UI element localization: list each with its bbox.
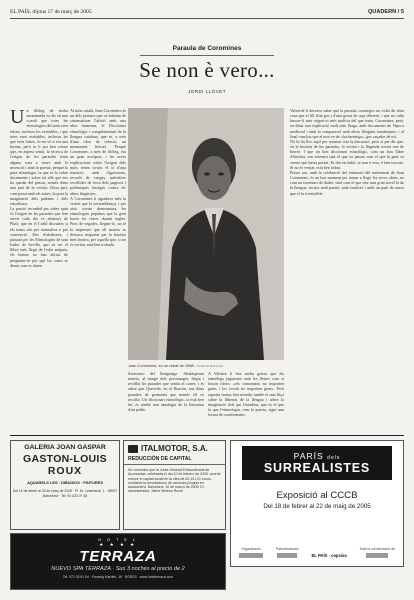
sponsor-logos — [239, 547, 395, 558]
article-column-1 — [10, 108, 68, 433]
banner-dels: dels — [327, 455, 341, 461]
exhibition-banner — [242, 446, 392, 480]
paragraph: A Voltaire li feia molta gràcia que els etimòlegs juguessin amb les lletres com si fossin fitxes: «els consonants no importen gaire, i les vocals no importen gens». Però aquesta ironia, ben mirada, també és una lliçó sobre la llibertat de la llengua i sobre la imaginació dels qui l'estudien, que és el que fa que l'etimologia, com la poesia, sigui una forma de coneixement. — [208, 371, 284, 418]
paragraph: n filòleg de molta anomenada va dir en una ocasió que totes les etimologies del món eren falses, inclosos les veritables, i que totes eren veritables, inclosos les que eren falses. Jo no sé si era una broma, però se li pot ben creure que, en aquest sentit, la recerca de l'origen de les paraules tenia alguna cosa a veure amb la invenció i amb la poesia, perquè la pura etimologia, la que es fa sobre documents i sobre tot allò que ens ha quedat del passat, només dóna una part de la veritat; l'altra part, com passa amb els mites, la posa la imaginació dels parlants i dels estudiosos. — [10, 108, 68, 206]
ad-paris-surrealistes[interactable] — [230, 440, 404, 567]
drop-cap: U — [10, 108, 25, 128]
ad-info: Del 15 de febrer al 25 de març de 2005 · Pl. Dr. Letamendi, 1 · 08007 Barcelona · Tel. 93 323 07 48 — [12, 489, 118, 498]
sponsor-label: Patrocinadores — [275, 547, 299, 551]
ad-subtitle: AQUARELS LES · DIBUIXOS · PINTURES — [27, 480, 103, 485]
company-logo-icon — [128, 445, 138, 453]
banner-title: SURREALISTES — [263, 461, 371, 475]
paragraph: Potser ara, amb la celebració del centenari del naixement de Joan Coromines, és un bon moment per tornar a llegir les seves obres, no com un inventari de dades, sinó com el que són: una gran novel·la de la llengua, escrita amb passió, amb erudició i amb un punt de rauxa que el fa irresistible. — [290, 169, 404, 196]
portrait-image — [128, 108, 284, 360]
sponsor-media-text: EL PAÍS · copcisa — [311, 553, 347, 558]
ad-galeria-joan-gaspar[interactable] — [10, 440, 120, 530]
ad-headline: REDUCCIÓN DE CAPITAL — [124, 456, 225, 465]
paragraph: A Coromines li agradava més la veritat que la versemblança, i per això sovint desmuntava les etimologies populars que la gent havia fet córrer durant segles. Però de vegades, llegint-lo, un té la impressió que ell mateix es deixava emportar per la història més bonica, per aquella que, si no és veritat, està ben trobada. — [70, 195, 126, 248]
gallery-name: GALERIA JOAN GASPAR — [24, 444, 106, 451]
hotel-stars: ★ ★ ★ ★ — [99, 542, 137, 547]
paragraph: La passió recorded per saber quin és l'origen de les paraules que fem servir cada dia ve almenys de Plató, que en el Cràtil discuteix si els noms són per naturalesa o per convenció. Des d'aleshores, i passant per les Etimologies de sant Isidor de Sevilla, que va ser el llibre més llegit de l'edat mitjana, els homes no han deixat de preguntar-se per què les coses es diuen com es diuen. — [10, 205, 68, 268]
hotel-label: H O T E L — [98, 538, 138, 542]
sponsor-label: Organització — [241, 547, 261, 551]
exhibition-venue: Exposició al CCCB — [276, 490, 358, 501]
banner-paris: PARÍS — [293, 451, 324, 461]
article-author: JORDI LLOVET — [187, 89, 226, 94]
section-label: Paraula de Coromines — [172, 45, 242, 52]
ad-hotel-terraza[interactable] — [10, 533, 226, 590]
sponsor-label: Amb la col·laboració de — [359, 547, 395, 551]
paragraph: Valverde li deixava saber que la paraula «xarnego» no volia dir altra cosa que el fill d'un gos i d'una gossa de raça diferent, i que no calia buscar-li més origen ni més malícia del que tenia. Coromines, però, en dóna una explicació molt més llarga, amb documents de l'època medieval i amb la comparació amb altres llengües romàniques, i al final conclou que el mot ve de «lucharniego», gos caçador de nit. — [290, 108, 404, 139]
photo-caption — [128, 363, 284, 368]
banner-top — [294, 451, 341, 461]
article-column-3 — [128, 371, 204, 433]
ad-body: Se comunica que la Junta General Extraordinaria de Accionistas, celebrada el día 10 de febrero de 2005, acordó reducir el capital social en la cifra de 60.101,21 euros, mediante la amortización de acciones propias en autocartera. Barcelona, 10 de marzo de 2005. El administrador, Jaime Medina Rovel — [128, 468, 221, 494]
sponsor-patro — [276, 547, 299, 558]
ads-divider — [10, 435, 404, 436]
sponsor-org — [239, 547, 263, 558]
hotel-promo: NUEVO SPA TERRAZA · Sus 3 noches al precio de 2 — [51, 566, 185, 572]
header-date: EL PAÍS, dijous 17 de març de 2005 — [10, 9, 92, 15]
hotel-name: TERRAZA — [79, 548, 157, 565]
article-column-4 — [208, 371, 284, 433]
paragraph: No hi ha lloc aquí per resumir tota la discussió, però sí per dir que, en la història de les paraules, la veritat i la llegenda sovint van de bracet. I que un bon diccionari etimològic, com un bon llibre d'història, ens ensenya tant el que va passar com el que la gent va creure que havia passat. Es diu en italià: se non è vero, è ben trovato. Si no és veritat, està ben trobat. — [290, 138, 404, 170]
sponsor-logo-icon — [239, 553, 263, 558]
portrait-photo — [128, 108, 284, 360]
article-column-5 — [290, 108, 404, 433]
page-header — [10, 9, 404, 19]
sponsor-media — [312, 553, 347, 558]
article-column-2 — [70, 108, 126, 433]
caption-text: Joan Coromines, en un retrat de 1988. — [128, 363, 195, 368]
ad-italmotor[interactable] — [123, 440, 226, 530]
exhibition-dates: Del 18 de febrer al 22 de maig de 2005 — [263, 503, 371, 510]
sponsor-logo-icon — [366, 553, 388, 558]
artist-name-line1: GASTON-LOUIS — [23, 453, 107, 465]
company-name: ITALMOTOR, S.A. — [141, 444, 208, 453]
paragraph: Sotavento del llenguatge. Shakespeare mateix, al marge dels personatges, llegia i recollia les paraules que sentia al carrer, i és sabut que Quevedo, en el Buscón, ens dóna paraules de germania que només ell va recollir. Un diccionari etimològic, si està ben fet, és també una antologia de la literatura d'un poble. — [128, 371, 204, 413]
ad-header — [124, 441, 225, 456]
article-title: Se non è vero... — [139, 58, 275, 82]
sponsor-collab — [360, 547, 395, 558]
artist-name-line2: ROUX — [47, 465, 83, 477]
paragraph: Al món català, Joan Coromines és un dels primers que va intentar de sistematitzar l'afició amb una obra immensa, el Diccionari etimològic i complementari de la llengua catalana, que és, a més d'una obra de ciència, un monument literari. Perquè Coromines, a més de filòleg, era un gran escriptor, i les seves explicacions sobre l'origen dels mots tenen sovint el to d'una narració, amb digressions, records de viatges, anècdotes recollides de boca dels pagesos i polèmiques ferotges contra els altres lingüistes. — [70, 108, 126, 196]
caption-credit: / RAMON BATLLES — [195, 364, 224, 368]
sponsor-logo-icon — [277, 553, 297, 558]
hotel-contact: Tel. 972 25 61 54 · Passeig Marítim, 16 · ROSES · www.hotelterraza.com — [62, 575, 174, 579]
section-rule — [140, 55, 274, 56]
header-section-page: QUADERN / 5 — [367, 9, 404, 15]
